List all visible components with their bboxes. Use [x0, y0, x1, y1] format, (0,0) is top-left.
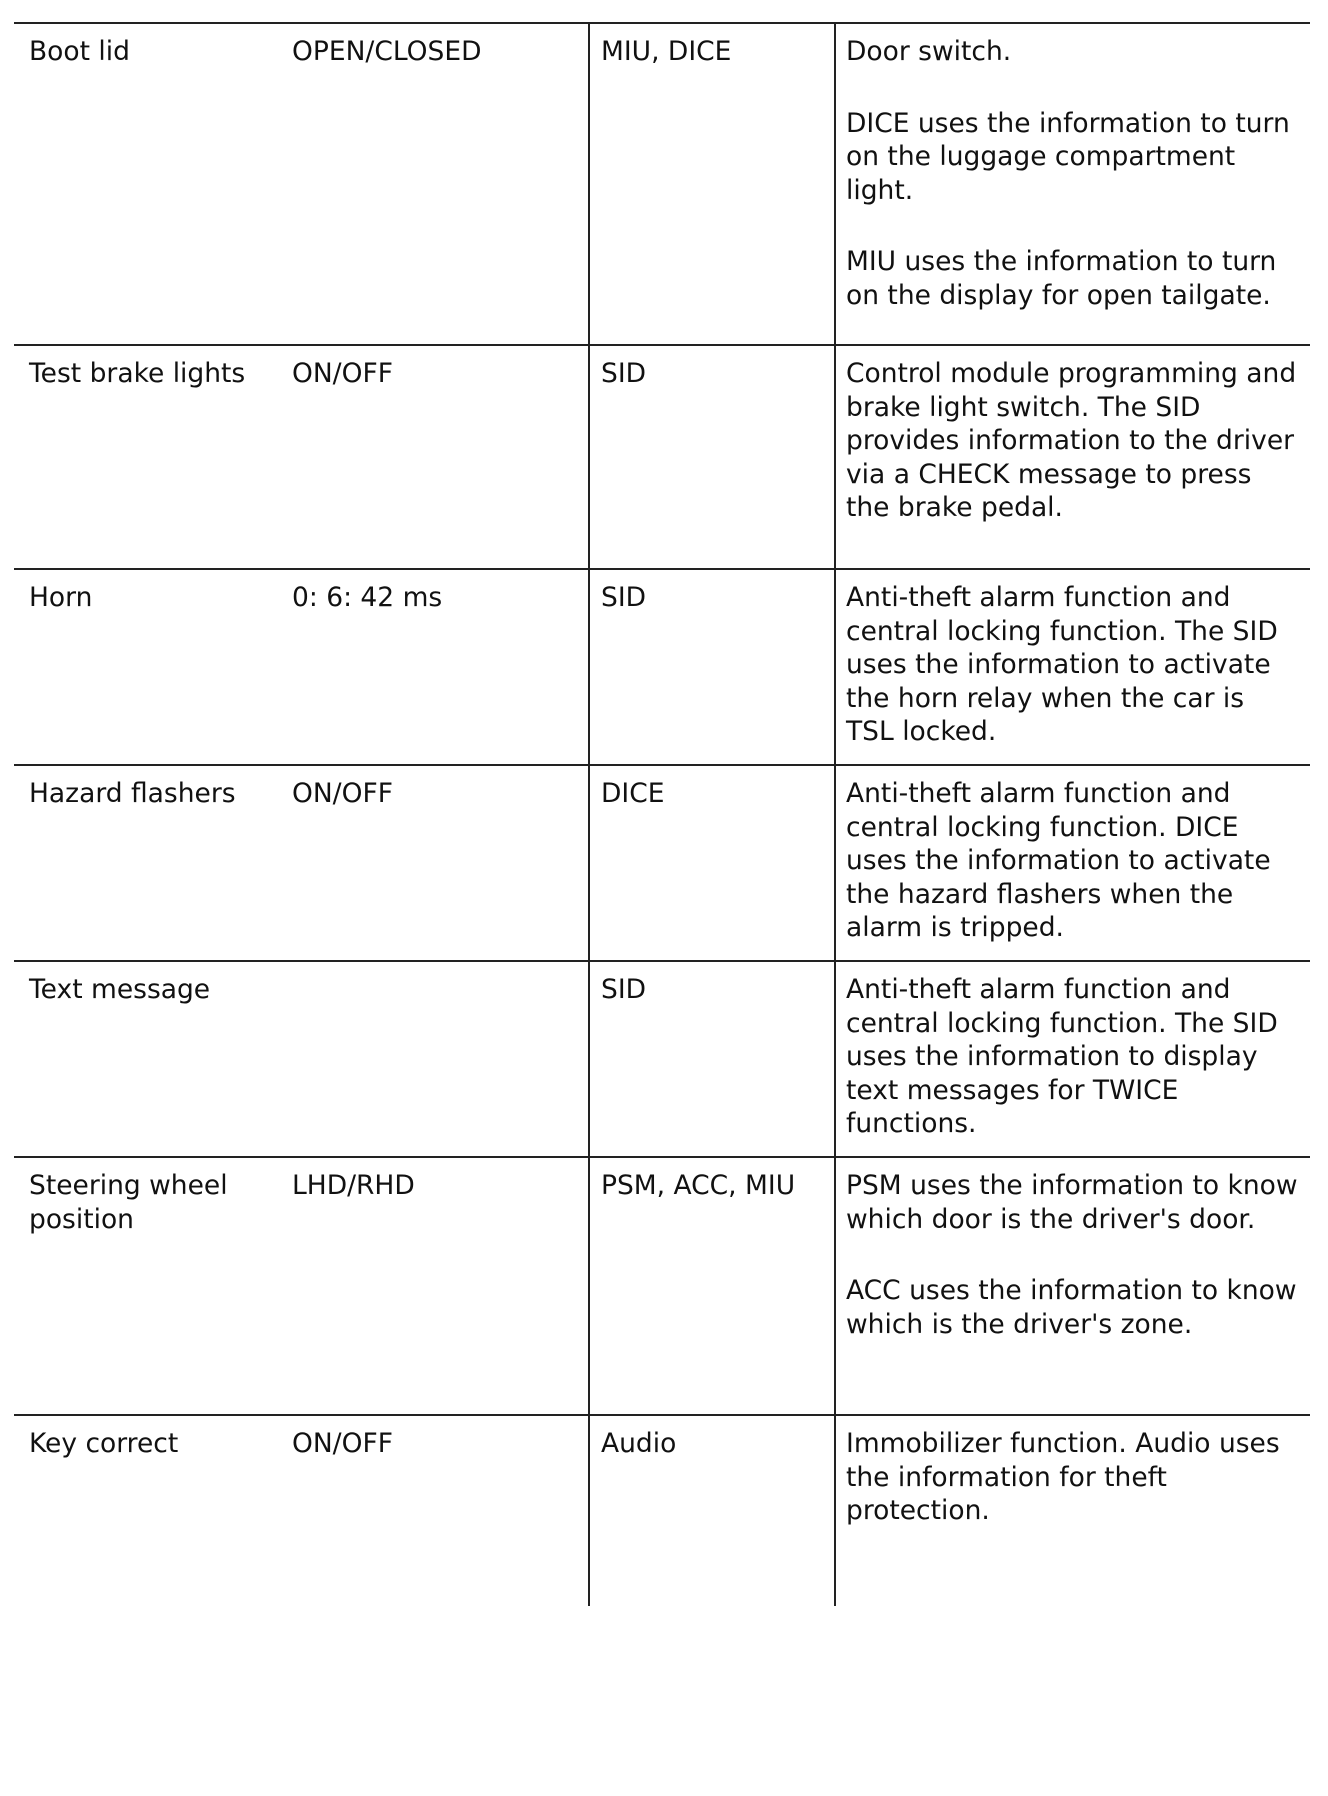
description-paragraph: Anti-theft alarm function and central locking function. The SID uses the information to activate the horn relay when the car is TSL locked. [846, 582, 1278, 747]
signal-description [836, 346, 1310, 568]
receiving-module: SID [590, 570, 836, 764]
description-paragraph: Door switch. [846, 36, 1012, 67]
signal-value [279, 962, 590, 1156]
signal-value: ON/OFF [279, 346, 590, 568]
description-paragraph: ACC uses the information to know which is the driver's zone. [846, 1275, 1297, 1340]
signal-description [836, 766, 1310, 960]
table-row [14, 346, 1310, 570]
signal-value: ON/OFF [279, 1416, 590, 1606]
signal-name: Horn [29, 582, 93, 613]
table-row [14, 570, 1310, 766]
signal-name: Text message [29, 974, 211, 1005]
signal-description [836, 1416, 1310, 1606]
table-row [14, 1158, 1310, 1416]
description-paragraph: Control module programming and brake light switch. The SID provides information to the driver via a CHECK message to press the brake pedal. [846, 358, 1297, 523]
signal-name: Test brake lights [29, 358, 246, 389]
description-paragraph: Immobilizer function. Audio uses the information for theft protection. [846, 1428, 1280, 1526]
table-row [14, 1416, 1310, 1606]
signal-table [14, 22, 1310, 1606]
signal-description [836, 1158, 1310, 1414]
signal-value: OPEN/CLOSED [279, 24, 590, 344]
signal-description [836, 570, 1310, 764]
description-paragraph: MIU uses the information to turn on the display for open tailgate. [846, 246, 1277, 311]
signal-value: ON/OFF [279, 766, 590, 960]
receiving-module: SID [590, 962, 836, 1156]
receiving-module: MIU, DICE [590, 24, 836, 344]
receiving-module: SID [590, 346, 836, 568]
receiving-module: Audio [590, 1416, 836, 1606]
signal-description [836, 962, 1310, 1156]
receiving-module: DICE [590, 766, 836, 960]
description-paragraph: Anti-theft alarm function and central locking function. DICE uses the information to activate the hazard flashers when the alarm is tripped. [846, 778, 1271, 943]
signal-value: 0: 6: 42 ms [279, 570, 590, 764]
description-paragraph: Anti-theft alarm function and central locking function. The SID uses the information to display text messages for TWICE functions. [846, 974, 1278, 1139]
table-row [14, 24, 1310, 346]
signal-value: LHD/RHD [279, 1158, 590, 1414]
signal-name: Key correct [29, 1428, 179, 1459]
table-row [14, 766, 1310, 962]
signal-name: Hazard flashers [29, 778, 236, 809]
signal-name: Steering wheel position [29, 1170, 228, 1235]
description-paragraph: PSM uses the information to know which door is the driver's door. [846, 1170, 1298, 1235]
signal-name: Boot lid [29, 36, 130, 67]
description-paragraph: DICE uses the information to turn on the luggage compartment light. [846, 107, 1290, 206]
receiving-module: PSM, ACC, MIU [590, 1158, 836, 1414]
signal-description [836, 24, 1310, 344]
table-row [14, 962, 1310, 1158]
